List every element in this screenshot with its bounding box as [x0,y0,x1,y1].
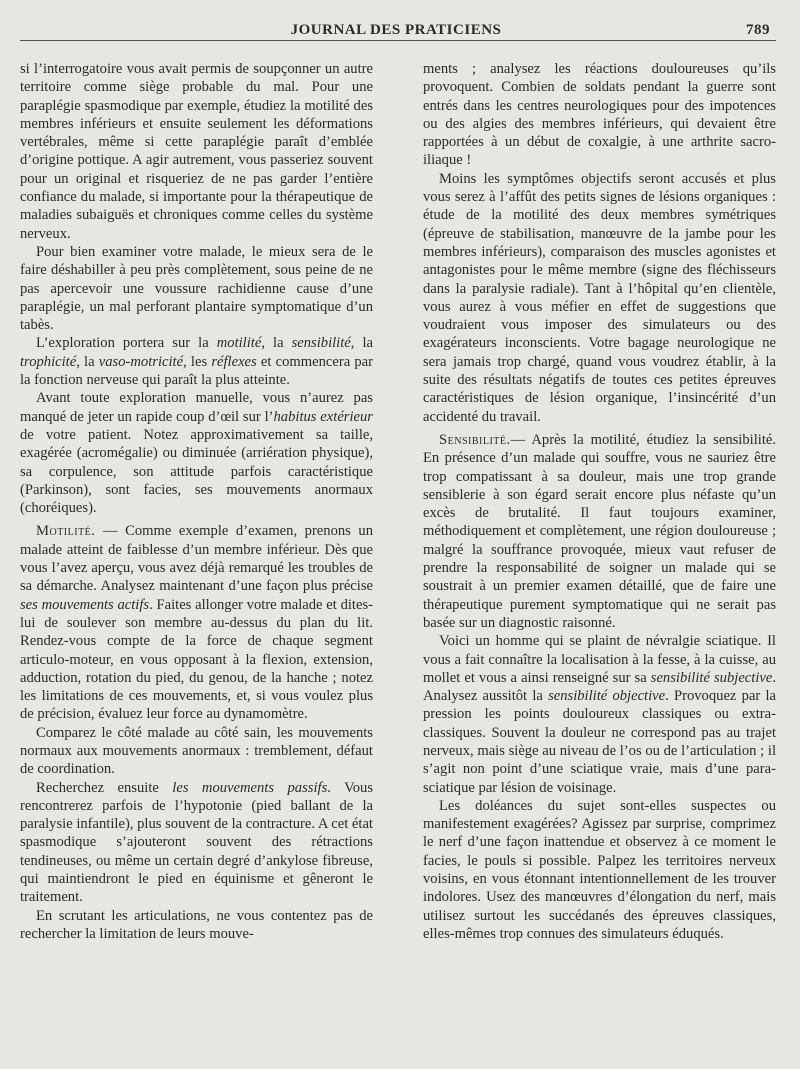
section-sensibilite: Sensibilité.— Après la motilité, étudiez la sensibilité. En présence d’un malade qui souffre, vous ne sauriez être trop compatissant à sa douleur, mais une trop grande sensiblerie à son égard serait encore plus néfaste qu’un excès de brutalité. Il faut toujours examiner, méthodiquement et complètement, une région douloureuse ; malgré la souffrance provoquée, mieux vaut refuser de prendre la responsabilité de soigner un malade qui se soustrait à un premier examen détaillé, que de faire une thérapeutique purement symptomatique qui ne serait pas basée sur un diagnostic raisonné. [423,431,776,631]
header-rule [20,40,776,41]
section-motilite: Motilité. — Comme exemple d’examen, prenons un malade atteint de faiblesse d’un membre inférieur. Dès que vous l’avez aperçu, vous avez déjà remarqué les troubles de sa démarche. Analysez maintenant d’une façon plus précise ses mouvements actifs. Faites allonger votre malade et dites-lui de soulever son membre au-dessus du plan du lit. Rendez-vous compte de la force de chaque segment articulo-moteur, en vous opposant à la flexion, extension, adduction, rotation du pied, du genou, de la hanche ; notez les limitations de ces mouvements, et, si vous voulez plus de précision, évaluez leur force au dynamomètre. [20,523,373,723]
page-number: 789 [746,22,770,38]
section-heading: Sensibilité. [439,431,511,448]
paragraph: En scrutant les articulations, ne vous contentez pas de rechercher la limitation de leurs mouve- [20,907,373,942]
paragraph: ments ; analysez les réactions douloureuses qu’ils provoquent. Combien de soldats pendant la guerre sont entrés dans les centres neurologiques pour des impotences ou des algies des membres inférieurs, qui devaient être rapportées à un début de coxalgie, à une arthrite sacro-iliaque ! [423,61,776,169]
paragraph: L’exploration portera sur la motilité, la sensibilité, la trophicité, la vaso-motricité, les réflexes et commencera par la fonction nerveuse qui paraît la plus atteinte. [20,335,373,389]
paragraph: Pour bien examiner votre malade, le mieux sera de le faire déshabiller à peu près complètement, sous peine de ne pas apercevoir une voussure rachidienne cause d’une paraplégie, un mal perforant plantaire symptomatique d’un tabès. [20,243,373,334]
running-header [20,20,772,46]
paragraph: Voici un homme qui se plaint de névralgie sciatique. Il vous a fait connaître la localisation à la fesse, à la cuisse, au mollet et vous a ainsi renseigné sur sa sensibilité subjective. Analysez aussitôt la sensibilité objective. Provoquez par la pression les points douloureux classiques ou extra-classiques. Souvent la douleur ne correspond pas au trajet nerveux, mais siège au niveau de l’os ou de l’articulation ; il s’agit non point d’une sciatique vraie, mais d’une para-sciatique par lésion de voisinage. [423,633,776,796]
paragraph: Comparez le côté malade au côté sain, les mouvements normaux aux mouvements anormaux : tremblement, défaut de coordination. [20,724,373,778]
paragraph: si l’interrogatoire vous avait permis de soupçonner un autre territoire comme siège probable du mal. Pour une paraplégie spasmodique par exemple, étudiez la motilité des membres inférieurs et ensuite seulement les déformations vertébrales, même si cette paraplégie paraît d’emblée d’origine pottique. A agir autrement, vous passeriez souvent pour un original et risqueriez de ne pas garder l’entière confiance du malade, si importante pour la thérapeutique de maladies subaiguës et chroniques comme celles du système nerveux. [20,61,373,242]
paragraph: Les doléances du sujet sont-elles suspectes ou manifestement exagérées? Agissez par surprise, comprimez le nerf d’une façon inattendue et observez à ce moment le facies, le pouls si possible. Palpez les territoires nerveux voisins, en vous étonnant intentionnellement de les trouver indolores. Usez des manœuvres d’élongation du nerf, mais utilisez surtout les succédanés des épreuves classiques, elles-mêmes trop connues des simulateurs éduqués. [423,797,776,942]
journal-title: JOURNAL DES PRATICIENS [290,22,502,38]
left-column [20,60,373,1050]
right-column [417,60,776,1050]
paragraph: Recherchez ensuite les mouvements passifs. Vous rencontrerez parfois de l’hypotonie (pied ballant de la paralysie infantile), plus souvent de la contracture. A cet état spasmodique s’ajouteront souvent des rétractions tendineuses, ou même un certain degré d’ankylose fibreuse, qui maintiendront le pied en équinisme et gêneront le traitement. [20,779,373,906]
paragraph: Avant toute exploration manuelle, vous n’aurez pas manqué de jeter un rapide coup d’œil sur l’habitus extérieur de votre patient. Notez approximativement sa taille, exagérée (acromégalie) ou diminuée (arriération physique), sa corpulence, son attitude parfois caractéristique (Parkinson), sont facies, ses mouvements anormaux (choréiques). [20,390,373,517]
section-heading: Motilité. [36,523,96,540]
paragraph: Moins les symptômes objectifs seront accusés et plus vous serez à l’affût des petits signes de lésions organiques : étude de la motilité des deux membres symétriques (épreuve de stabilisation, manœuvre de la jambe pour les membres inférieurs), comparaison des muscles agonistes et antagonistes pour le même membre (signe des fléchisseurs dans la paralysie radiale). Tant à l’hôpital qu’en clientèle, vous aurez à vous méfier en effet de suggestions que voudraient vous imposer des simulateurs ou des exagérateurs inconscients. Votre bagage neurologique ne sera jamais trop chargé, quand vous voudrez établir, à la suite des résultats négatifs de toutes ces petites épreuves caractéristiques de lésion organique, l’insincérité d’un accidenté du travail. [423,170,776,425]
two-column-body [20,60,776,1050]
